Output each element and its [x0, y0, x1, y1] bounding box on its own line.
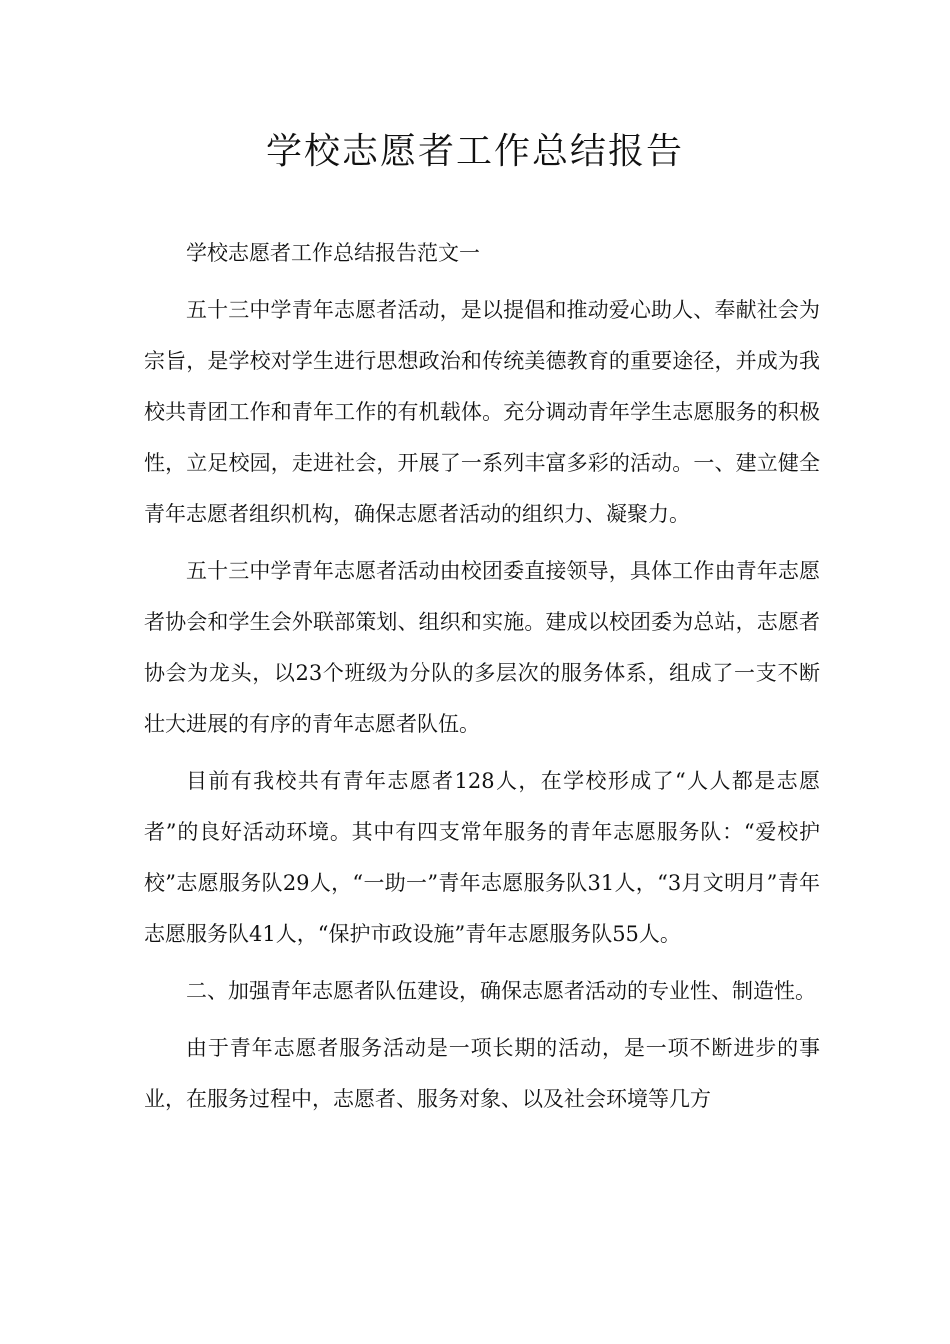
paragraph-organization: 五十三中学青年志愿者活动由校团委直接领导，具体工作由青年志愿者协会和学生会外联部策划、组织和实施。建成以校团委为总站，志愿者协会为龙头，以23个班级为分队的多层次的服务体系，组成了一支不断壮大进展的有序的青年志愿者队伍。 [144, 559, 820, 736]
paragraph-section-two-heading: 二、加强青年志愿者队伍建设，确保志愿者活动的专业性、制造性。 [186, 979, 816, 1003]
document-title: 学校志愿者工作总结报告 [265, 131, 684, 172]
paragraph-intro: 五十三中学青年志愿者活动，是以提倡和推动爱心助人、奉献社会为宗旨，是学校对学生进行思想政治和传统美德教育的重要途径，并成为我校共青团工作和青年工作的有机载体。充分调动青年学生志愿服务的积极性，立足校园，走进社会，开展了一系列丰富多彩的活动。一、建立健全青年志愿者组织机构，确保志愿者活动的组织力、凝聚力。 [144, 298, 820, 526]
paragraph-long-term: 由于青年志愿者服务活动是一项长期的活动，是一项不断进步的事业，在服务过程中，志愿者、服务对象、以及社会环境等几方 [144, 1036, 820, 1111]
document-body [144, 228, 820, 1125]
paragraph-subtitle: 学校志愿者工作总结报告范文一 [186, 241, 480, 265]
paragraph-volunteer-count: 目前有我校共有青年志愿者128人，在学校形成了“人人都是志愿者”的良好活动环境。其中有四支常年服务的青年志愿服务队：“爱校护校”志愿服务队29人，“一助一”青年志愿服务队31人，“3月文明月”青年志愿服务队41人，“保护市政设施”青年志愿服务队55人。 [144, 769, 820, 946]
